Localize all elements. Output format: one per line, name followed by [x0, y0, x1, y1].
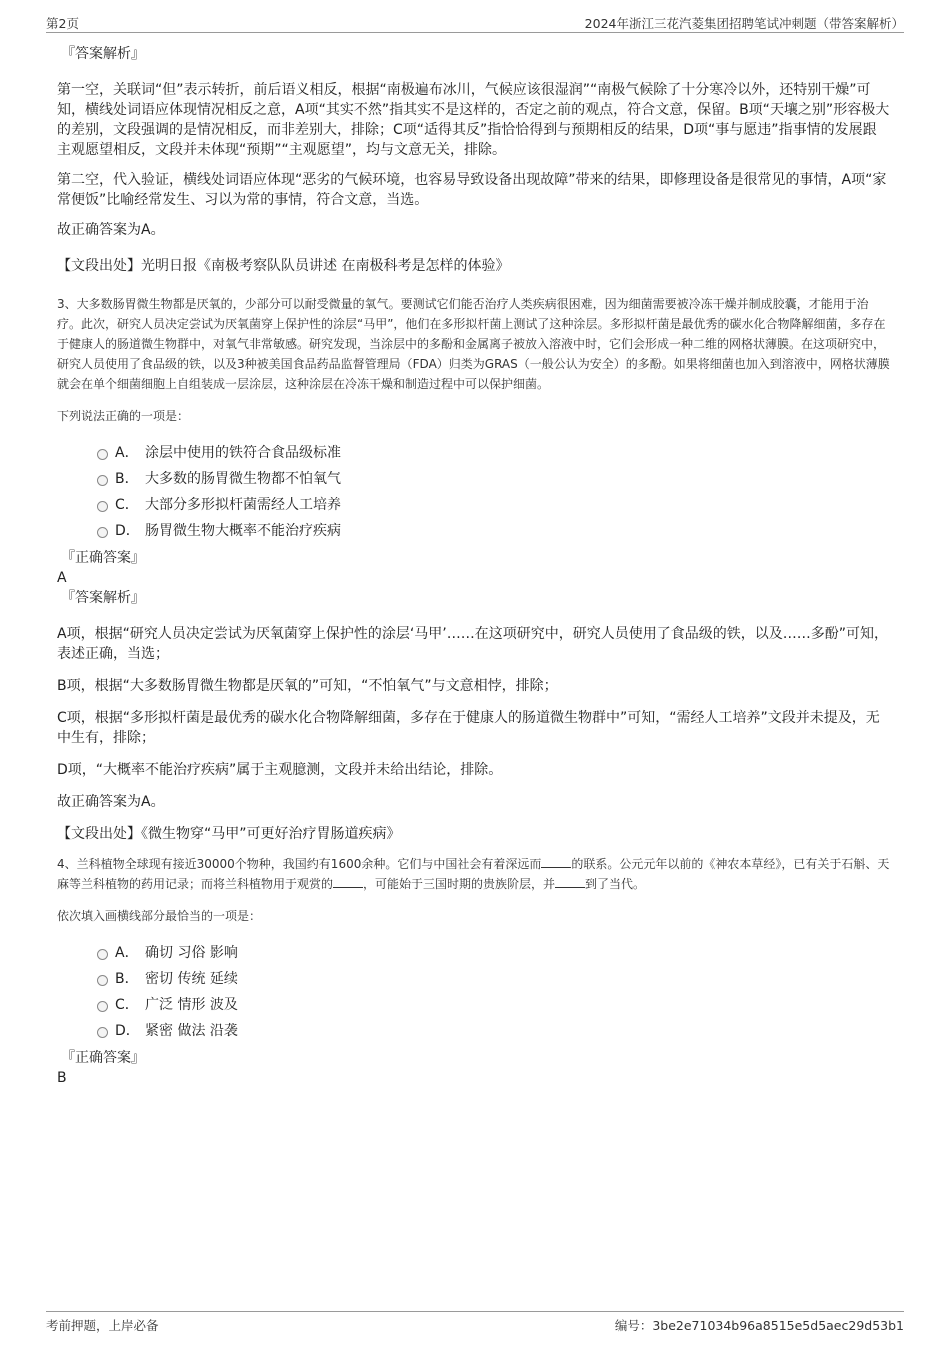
page-footer [46, 1311, 904, 1332]
q2-source: 【文段出处】光明日报《南极考察队队员讲述 在南极科考是怎样的体验》 [57, 258, 510, 274]
q4-answer-label: 『正确答案』 [61, 1050, 145, 1066]
page-content [57, 44, 890, 1088]
q4-option-a[interactable]: A． 确切 习俗 影响 [97, 940, 890, 966]
q3-analysis-d: D项，“大概率不能治疗疾病”属于主观臆测，文段并未给出结论，排除。 [57, 762, 503, 778]
q3-source: 【文段出处】《微生物穿“马甲”可更好治疗胃肠道疾病》 [57, 826, 401, 842]
q3-option-d[interactable]: D． 肠胃微生物大概率不能治疗疾病 [97, 518, 890, 544]
q4-answer: B [57, 1070, 67, 1086]
fill-blank [541, 855, 571, 868]
q3-analysis-b: B项，根据“大多数肠胃微生物都是厌氧的”可知，“不怕氧气”与文意相悖，排除； [57, 678, 558, 694]
q3-analysis-label: 『答案解析』 [61, 590, 145, 606]
q4-options [97, 940, 890, 1044]
q3-answer-label: 『正确答案』 [61, 550, 145, 566]
q2-analysis-blank2: 第二空，代入验证，横线处词语应体现“恶劣的气候环境，也容易导致设备出现故障”带来的结果，即修理设备是很常见的事情，A项“家常便饭”比喻经常发生、习以为常的事情，符合文意，当选。 [57, 172, 887, 208]
q3-conclusion: 故正确答案为A。 [57, 794, 165, 810]
q3-option-c[interactable]: C． 大部分多形拟杆菌需经人工培养 [97, 492, 890, 518]
radio-icon[interactable] [97, 527, 108, 538]
radio-icon[interactable] [97, 975, 108, 986]
q3-answer: A [57, 570, 67, 586]
q2-analysis-label: 『答案解析』 [61, 46, 145, 62]
radio-icon[interactable] [97, 949, 108, 960]
page-number: 第2页 [46, 16, 79, 31]
q4-option-b[interactable]: B． 密切 传统 延续 [97, 966, 890, 992]
q3-option-b[interactable]: B． 大多数的肠胃微生物都不怕氧气 [97, 466, 890, 492]
q2-conclusion: 故正确答案为A。 [57, 222, 165, 238]
footer-slogan: 考前押题，上岸必备 [46, 1318, 159, 1333]
q3-prompt: 下列说法正确的一项是： [57, 409, 190, 423]
q3-option-a[interactable]: A． 涂层中使用的铁符合食品级标准 [97, 440, 890, 466]
radio-icon[interactable] [97, 1027, 108, 1038]
q3-stem: 3、大多数肠胃微生物都是厌氧的，少部分可以耐受微量的氧气。要测试它们能否治疗人类疾病很困难，因为细菌需要被冷冻干燥并制成胶囊，才能用于治疗。此次，研究人员决定尝试为厌氧菌穿上保护性的涂层“马甲”，他们在多形拟杆菌上测试了这种涂层。多形拟杆菌是最优秀的碳水化合物降解细菌，多存在于健康人的肠道微生物群中，对氧气非常敏感。研究发现，当涂层中的多酚和金属离子被放入溶液中时，它们会形成一种二维的网格状薄膜。在这项研究中，研究人员使用了食品级的铁，以及3种被美国食品药品监督管理局（FDA）归类为GRAS（一般公认为安全）的多酚。如果将细菌也加入到溶液中，网格状薄膜就会在单个细菌细胞上自组装成一层涂层，这种涂层在冷冻干燥和制造过程中可以保护细菌。 [57, 297, 890, 391]
radio-icon[interactable] [97, 475, 108, 486]
q3-analysis-c: C项，根据“多形拟杆菌是最优秀的碳水化合物降解细菌，多存在于健康人的肠道微生物群中”可知，“需经人工培养”文段并未提及，无中生有，排除； [57, 710, 880, 746]
q3-analysis-a: A项，根据“研究人员决定尝试为厌氧菌穿上保护性的涂层‘马甲’……在这项研究中，研究人员使用了食品级的铁，以及……多酚”可知，表述正确，当选； [57, 626, 888, 662]
radio-icon[interactable] [97, 1001, 108, 1012]
radio-icon[interactable] [97, 449, 108, 460]
q3-options [97, 440, 890, 544]
radio-icon[interactable] [97, 501, 108, 512]
q2-analysis-blank1: 第一空，关联词“但”表示转折，前后语义相反，根据“南极遍布冰川，气候应该很湿润”“南极气候除了十分寒冷以外，还特别干燥”可知，横线处词语应体现情况相反之意，A项“其实不然”指其实不是这样的，否定之前的观点，符合文意，保留。B项“天壤之别”形容极大的差别，文段强调的是情况相反，而非差别大，排除；C项“适得其反”指恰恰得到与预期相反的结果，D项“事与愿违”指事情的发展跟主观愿望相反，文段并未体现“预期”“主观愿望”，均与文意无关，排除。 [57, 82, 890, 158]
q4-option-d[interactable]: D． 紧密 做法 沿袭 [97, 1018, 890, 1044]
document-code: 编号：3be2e71034b96a8515e5d5aec29d53b1 [614, 1318, 904, 1333]
document-title: 2024年浙江三花汽菱集团招聘笔试冲刺题（带答案解析） [584, 16, 904, 31]
q4-option-c[interactable]: C． 广泛 情形 波及 [97, 992, 890, 1018]
q4-prompt: 依次填入画横线部分最恰当的一项是： [57, 909, 262, 923]
q4-stem: 4、兰科植物全球现有接近30000个物种，我国约有1600余种。它们与中国社会有着深远而 的联系。公元元年以前的《神农本草经》，已有关于石斛、天麻等兰科植物的药用记录；而将兰科植物用于观赏的 ，可能始于三国时期的贵族阶层，并 到了当代。 [57, 857, 890, 891]
fill-blank [333, 875, 363, 888]
page-header [46, 14, 904, 33]
fill-blank [555, 875, 585, 888]
